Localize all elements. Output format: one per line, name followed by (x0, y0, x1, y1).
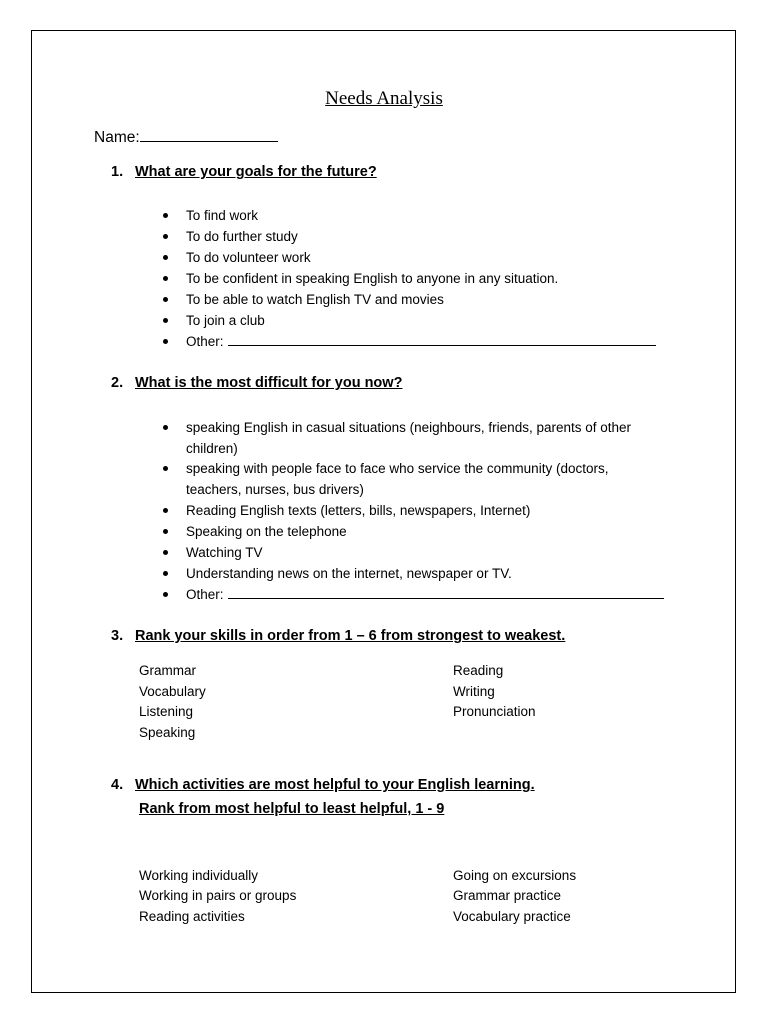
name-label: Name: (94, 129, 140, 146)
name-field[interactable] (94, 127, 278, 147)
list-item: Speaking on the telephone (186, 521, 347, 542)
list-item: To join a club (186, 310, 265, 331)
question-number: 1. (111, 164, 124, 180)
question-2-heading (111, 375, 711, 395)
question-3-heading (111, 628, 731, 648)
skill-option: Writing (453, 684, 495, 699)
skill-option: Reading (453, 663, 504, 678)
question-1-heading (111, 164, 711, 184)
list-item: To do further study (186, 226, 298, 247)
list-item: To find work (186, 205, 258, 226)
activity-option: Going on excursions (453, 868, 577, 883)
skill-option: Vocabulary (139, 684, 206, 699)
other-label: Other: (186, 587, 224, 602)
list-item-other[interactable] (186, 584, 664, 605)
name-blank-line[interactable] (140, 127, 278, 142)
question-4-subheading: Rank from most helpful to least helpful, 1 - 9 (139, 801, 445, 817)
question-number: 4. (111, 777, 124, 793)
list-item: To be confident in speaking English to anyone in any situation. (186, 268, 558, 289)
page-title: Needs Analysis (325, 88, 443, 109)
question-number: 2. (111, 375, 124, 391)
skill-option: Listening (139, 704, 194, 719)
question-text: Which activities are most helpful to your English learning. (135, 777, 535, 793)
skill-option: Grammar (139, 663, 196, 678)
list-item: Understanding news on the internet, newspaper or TV. (186, 563, 512, 584)
list-item: Watching TV (186, 542, 263, 563)
activity-option: Working individually (139, 868, 259, 883)
skill-option: Pronunciation (453, 704, 536, 719)
other-blank-line[interactable] (228, 332, 656, 346)
other-label: Other: (186, 334, 224, 349)
question-text: What are your goals for the future? (135, 164, 377, 180)
question-number: 3. (111, 628, 124, 644)
list-item: To be able to watch English TV and movies (186, 289, 444, 310)
other-blank-line[interactable] (228, 585, 664, 599)
question-text: Rank your skills in order from 1 – 6 from strongest to weakest. (135, 628, 566, 644)
list-item: speaking English in casual situations (neighbours, friends, parents of other children) (186, 417, 666, 459)
activity-option: Grammar practice (453, 888, 562, 903)
activity-option: Working in pairs or groups (139, 888, 297, 903)
question-4-heading (111, 777, 731, 797)
question-text: What is the most difficult for you now? (135, 375, 403, 391)
list-item: speaking with people face to face who service the community (doctors, teachers, nurses, bus drivers) (186, 458, 666, 500)
list-item: Reading English texts (letters, bills, newspapers, Internet) (186, 500, 530, 521)
skill-option: Speaking (139, 725, 196, 740)
activity-option: Vocabulary practice (453, 909, 571, 924)
list-item: To do volunteer work (186, 247, 311, 268)
activity-option: Reading activities (139, 909, 245, 924)
list-item-other[interactable] (186, 331, 656, 352)
